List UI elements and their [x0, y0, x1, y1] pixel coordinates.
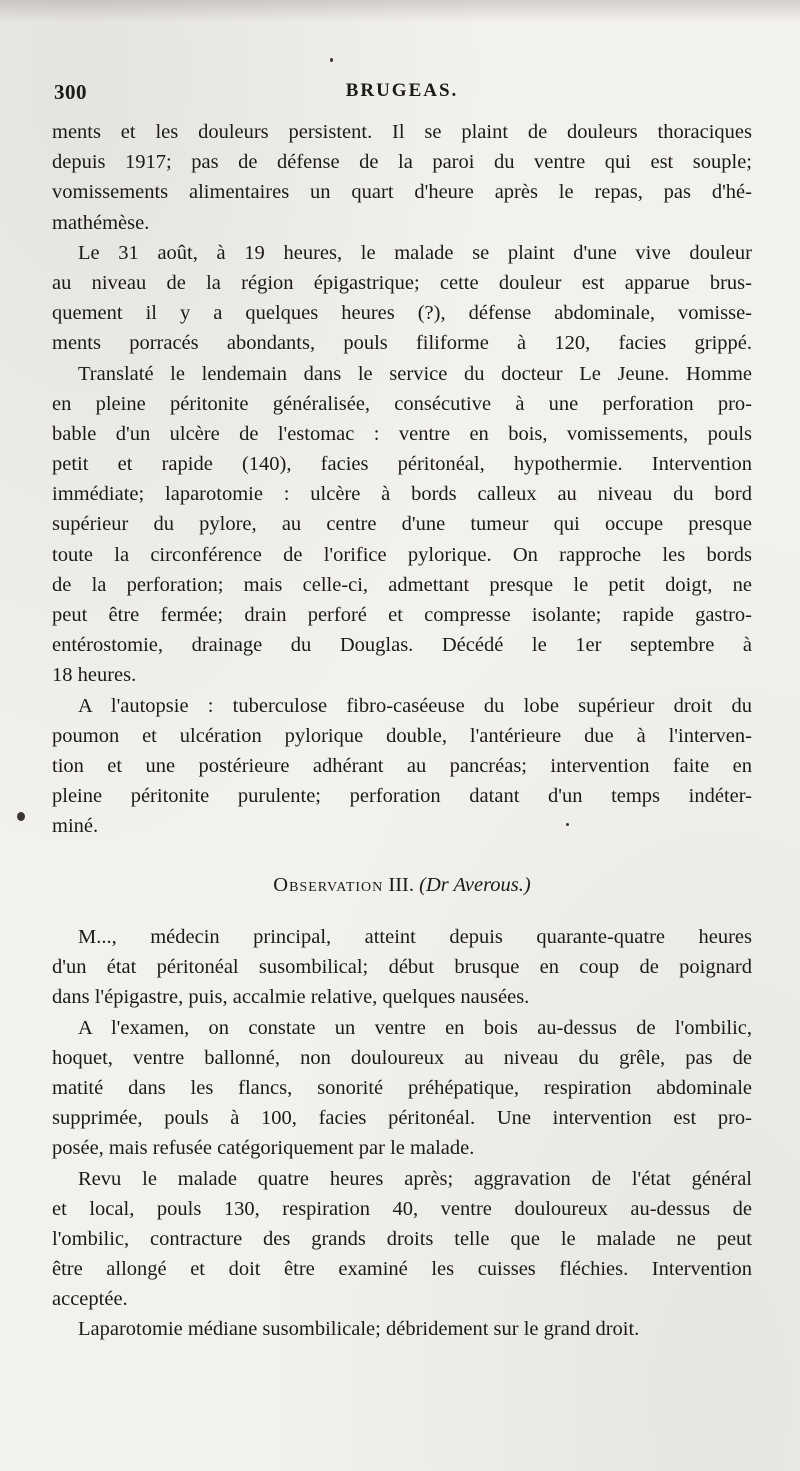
text-line: miné.: [52, 815, 99, 838]
text-line: acceptée.: [52, 1288, 128, 1311]
text-line: hoquet, ventre ballonné, non douloureux au niveau du grêle, pas de: [52, 1046, 752, 1069]
text-line: supprimée, pouls à 100, facies péritonéal. Une intervention est pro-: [52, 1107, 752, 1130]
text-line: supérieur du pylore, au centre d'une tumeur qui occupe presque: [52, 513, 752, 536]
observation-ii-continuation: [52, 117, 752, 842]
text-line: posée, mais refusée catégoriquement par le malade.: [52, 1137, 475, 1160]
text-line: Laparotomie médiane susombilicale; débridement sur le grand droit.: [78, 1318, 640, 1341]
observation-iii-body: [52, 922, 752, 1345]
ink-speck: [17, 812, 25, 821]
text-line: A l'examen, on constate un ventre en bois au-dessus de l'ombilic,: [78, 1016, 752, 1039]
text-line: dans l'épigastre, puis, accalmie relative, quelques nausées.: [52, 986, 530, 1009]
text-line: Translaté le lendemain dans le service du docteur Le Jeune. Homme: [78, 362, 752, 385]
text-line: tion et une postérieure adhérant au pancréas; intervention faite en: [52, 754, 752, 777]
text-line: d'un état péritonéal susombilical; début brusque en coup de poignard: [52, 956, 752, 979]
text-line: matité dans les flancs, sonorité préhépatique, respiration abdominale: [52, 1076, 752, 1099]
observation-heading: [52, 870, 752, 900]
text-line: et local, pouls 130, respiration 40, ventre douloureux au-dessus de: [52, 1197, 752, 1220]
text-line: au niveau de la région épigastrique; cette douleur est apparue brus-: [52, 271, 752, 294]
running-title: BRUGEAS.: [345, 80, 459, 101]
text-line: être allongé et doit être examiné les cuisses fléchies. Intervention: [52, 1258, 752, 1281]
page-edge-shadow: [0, 0, 800, 22]
text-line: mathémèse.: [52, 211, 150, 234]
text-line: toute la circonférence de l'orifice pylorique. On rapproche les bords: [52, 543, 752, 566]
text-line: M..., médecin principal, atteint depuis quarante-quatre heures: [78, 926, 752, 948]
text-line: Revu le malade quatre heures après; aggravation de l'état général: [78, 1167, 752, 1190]
text-line: bable d'un ulcère de l'estomac : ventre en bois, vomissements, pouls: [52, 422, 752, 445]
text-line: l'ombilic, contracture des grands droits telle que le malade ne peut: [52, 1227, 752, 1250]
observation-number: III.: [388, 874, 414, 896]
text-line: ments et les douleurs persistent. Il se plaint de douleurs thoraciques: [52, 121, 752, 143]
text-line: poumon et ulcération pylorique double, l'antérieure due à l'interven-: [52, 724, 752, 747]
ink-speck: [330, 58, 333, 62]
text-line: petit et rapide (140), facies péritonéal, hypothermie. Intervention: [52, 453, 752, 476]
text-line: A l'autopsie : tuberculose fibro-caséeuse du lobe supérieur droit du: [78, 694, 752, 717]
text-line: de la perforation; mais celle-ci, admettant presque le petit doigt, ne: [52, 573, 752, 596]
text-line: quement il y a quelques heures (?), défense abdominale, vomisse-: [52, 302, 752, 325]
observation-author: (Dr Averous.): [419, 874, 531, 896]
text-line: entérostomie, drainage du Douglas. Décédé le 1er septembre à: [52, 634, 752, 657]
text-line: depuis 1917; pas de défense de la paroi du ventre qui est souple;: [52, 151, 752, 174]
text-line: ments porracés abondants, pouls filiforme à 120, facies grippé.: [52, 332, 752, 355]
text-line: vomissements alimentaires un quart d'heure après le repas, pas d'hé-: [52, 181, 752, 204]
text-line: 18 heures.: [52, 664, 137, 687]
text-line: pleine péritonite purulente; perforation datant d'un temps indéter-: [52, 785, 752, 808]
ink-speck: [566, 823, 569, 826]
text-line: immédiate; laparotomie : ulcère à bords calleux au niveau du bord: [52, 483, 752, 506]
running-head: [52, 80, 752, 110]
text-line: Le 31 août, à 19 heures, le malade se plaint d'une vive douleur: [78, 241, 752, 264]
page-number: 300: [54, 80, 87, 104]
observation-label: Observation: [273, 874, 384, 896]
text-line: en pleine péritonite généralisée, consécutive à une perforation pro-: [52, 392, 752, 415]
text-line: peut être fermée; drain perforé et compresse isolante; rapide gastro-: [52, 604, 752, 626]
